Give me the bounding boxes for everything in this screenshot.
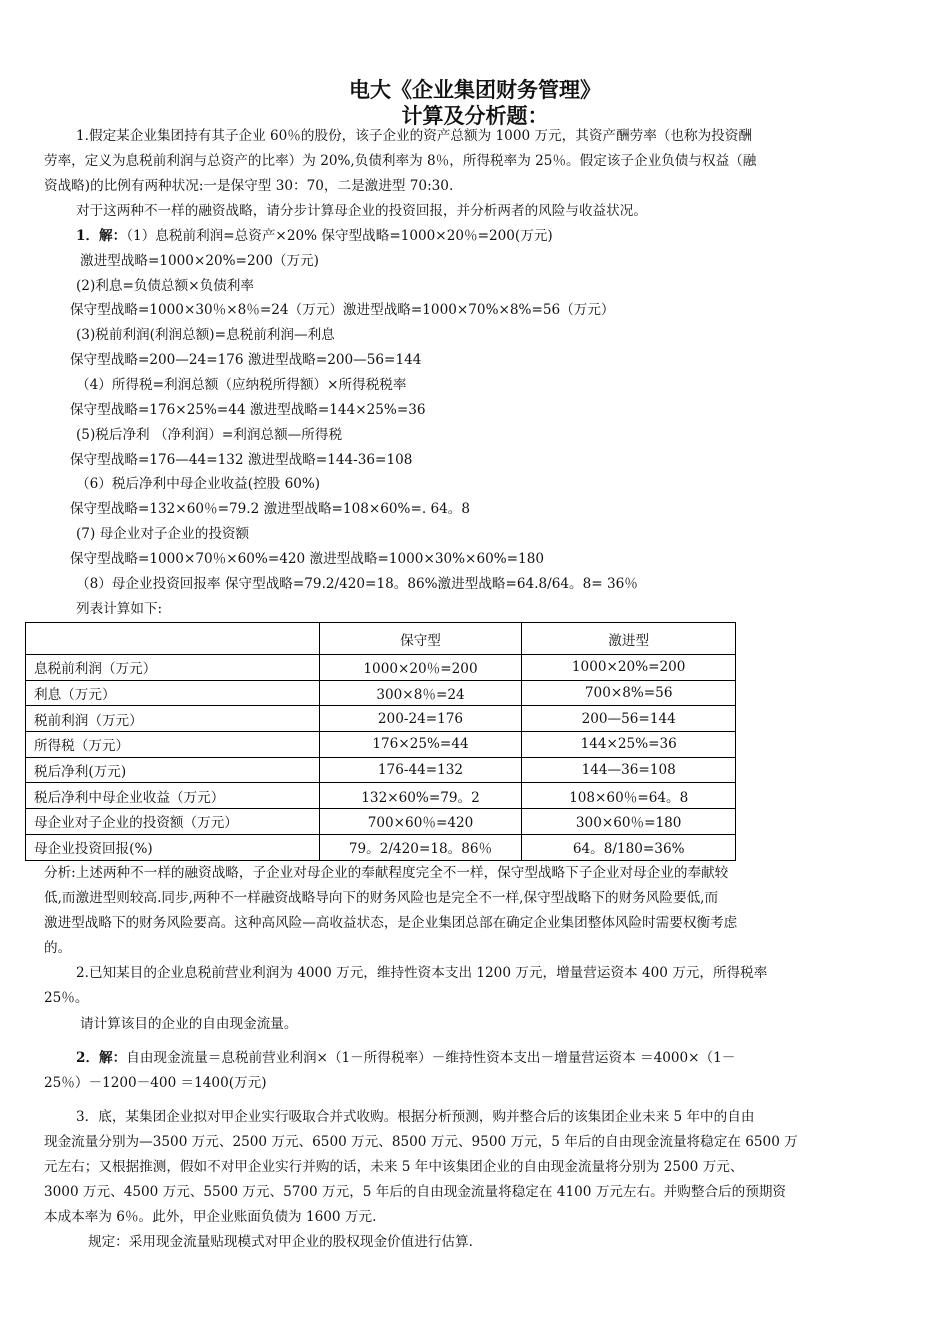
answer-1-step-1b: 激进型战略=1000×20%=200（万元) (80, 253, 319, 269)
table-header-cell: 保守型 (319, 623, 522, 655)
q1-text-line-2: 劳率，定义为息税前利润与总资产的比率）为 20%,负债利率为 8％，所得税率为 25％。假定该子企业负债与权益（融 (44, 153, 757, 169)
table-cell: 144—36=108 (522, 757, 736, 783)
analysis-line-1: 分析:上述两种不一样的融资战略，子企业对母企业的奉献程度完全不一样，保守型战略下子企业对母企业的奉献较 (44, 865, 729, 881)
table-cell: 176×25%=44 (319, 732, 522, 758)
table-cell: 利息（万元） (26, 680, 320, 706)
q2-text-line-3: 请计算该目的企业的自由现金流量。 (80, 1016, 298, 1032)
calculation-table (25, 622, 736, 861)
answer-2-line-1 (76, 1049, 735, 1067)
table-cell: 144×25%=36 (522, 732, 736, 758)
table-row (26, 809, 736, 835)
table-cell: 700×8%=56 (522, 680, 736, 706)
table-cell: 79。2/420=18。86％ (319, 834, 522, 860)
table-row (26, 757, 736, 783)
answer-1-step-1: （1）息税前利润=总资产×20% 保守型战略=1000×20％=200(万元) (126, 228, 553, 244)
table-cell: 200-24=176 (319, 706, 522, 732)
table-header-cell (26, 623, 320, 655)
table-cell: 税后净利中母企业收益（万元） (26, 783, 320, 809)
table-cell: 所得税（万元） (26, 732, 320, 758)
q2-text-line-2: 25％。 (44, 990, 89, 1006)
analysis-line-2: 低,而激进型则较高.同步,两种不一样融资战略导向下的财务风险也是完全不一样,保守型战略下的财务风险要低,而 (44, 890, 719, 906)
analysis-line-4: 的。 (44, 940, 72, 956)
table-cell: 母企业对子企业的投资额（万元） (26, 809, 320, 835)
answer-1-step-5-calc: 保守型战略=176—44=132 激进型战略=144-36=108 (70, 452, 413, 468)
answer-1-step-8: （8）母企业投资回报率 保守型战略=79.2/420=18。86%激进型战略=64.8/64。8= 36％ (76, 576, 638, 592)
table-cell: 1000×20%=200 (522, 655, 736, 681)
table-header-row (26, 623, 736, 655)
answer-1-step-4: （4）所得税=利润总额（应纳税所得额）×所得税税率 (76, 377, 407, 393)
answer-1-step-2-calc: 保守型战略=1000×30％×8％=24（万元）激进型战略=1000×70%×8%=56（万元） (70, 302, 615, 318)
q1-text-line-4: 对于这两种不一样的融资战略，请分步计算母企业的投资回报，并分析两者的风险与收益状况。 (76, 203, 647, 219)
answer-1-step-4-calc: 保守型战略=176×25%=44 激进型战略=144×25%=36 (70, 402, 426, 418)
table-cell: 700×60％=420 (319, 809, 522, 835)
table-row (26, 706, 736, 732)
q3-text-line-4: 3000 万元、4500 万元、5500 万元、5700 万元，5 年后的自由现金流量将稳定在 4100 万元左右。并购整合后的预期资 (44, 1184, 787, 1200)
answer-2-text: 自由现金流量＝息税前营业利润×（1－所得税率）－维持性资本支出－增量营运资本 ＝4000×（1－ (126, 1050, 736, 1066)
answer-2-label: 2．解： (76, 1050, 127, 1066)
answer-1-step-5: (5)税后净利 （净利润）=利润总额—所得税 (76, 427, 343, 443)
table-cell: 税前利润（万元） (26, 706, 320, 732)
answer-1-step-6-calc: 保守型战略=132×60％=79.2 激进型战略=108×60%=. 64。8 (70, 501, 471, 517)
answer-2-line-2: 25％）－1200－400 ＝1400(万元) (44, 1075, 267, 1091)
table-cell: 132×60%=79。2 (319, 783, 522, 809)
answer-1-step-6: （6）税后净利中母企业收益(控股 60%) (76, 476, 321, 492)
table-cell: 1000×20％=200 (319, 655, 522, 681)
answer-1-step-3-calc: 保守型战略=200—24=176 激进型战略=200—56=144 (70, 352, 422, 368)
table-cell: 300×60％=180 (522, 809, 736, 835)
answer-1-line-1 (76, 227, 553, 245)
table-row (26, 655, 736, 681)
table-header-cell: 激进型 (522, 623, 736, 655)
document-title: 电大《企业集团财务管理》 (349, 78, 601, 102)
table-row (26, 732, 736, 758)
table-row (26, 680, 736, 706)
q1-text-line-1: 1.假定某企业集团持有其子企业 60％的股份，该子企业的资产总额为 1000 万元，其资产酬劳率（也称为投资酬 (76, 128, 752, 144)
answer-1-step-3: (3)税前利润(利润总额)=息税前利润—利息 (76, 327, 335, 343)
table-cell: 母企业投资回报(%) (26, 834, 320, 860)
q2-text-line-1: 2.已知某目的企业息税前营业利润为 4000 万元，维持性资本支出 1200 万元，增量营运资本 400 万元，所得税率 (76, 965, 768, 981)
table-cell: 108×60％=64。8 (522, 783, 736, 809)
analysis-line-3: 激进型战略下的财务风险要高。这种高风险—高收益状态，是企业集团总部在确定企业集团整体风险时需要权衡考虑 (44, 915, 738, 931)
q1-text-line-3: 资战略)的比例有两种状况:一是保守型 30：70，二是激进型 70:30. (44, 178, 454, 194)
answer-1-step-7-calc: 保守型战略=1000×70％×60%=420 激进型战略=1000×30%×60%=180 (70, 551, 544, 567)
table-cell: 200—56=144 (522, 706, 736, 732)
table-cell: 64。8/180=36% (522, 834, 736, 860)
table-cell: 176-44=132 (319, 757, 522, 783)
table-row (26, 783, 736, 809)
table-cell: 300×8％=24 (319, 680, 522, 706)
q3-text-line-1: 3．底，某集团企业拟对甲企业实行吸取合并式收购。根据分析预测，购并整合后的该集团企业未来 5 年中的自由 (76, 1109, 755, 1125)
answer-1-step-7: (7) 母企业对子企业的投资额 (76, 526, 250, 542)
table-cell: 息税前利润（万元） (26, 655, 320, 681)
answer-1-step-2: (2)利息=负债总额×负债利率 (76, 278, 254, 294)
table-intro: 列表计算如下: (76, 601, 163, 617)
section-title: 计算及分析题： (401, 104, 549, 128)
q3-text-line-5: 本成本率为 6％。此外，甲企业账面负债为 1600 万元. (44, 1209, 377, 1225)
q3-text-line-2: 现金流量分别为—3500 万元、2500 万元、6500 万元、8500 万元、9500 万元，5 年后的自由现金流量将稳定在 6500 万 (44, 1134, 798, 1150)
table-row (26, 834, 736, 860)
q3-requirement: 规定：采用现金流量贴现模式对甲企业的股权现金价值进行估算. (88, 1234, 473, 1250)
q3-text-line-3: 元左右；又根据推测，假如不对甲企业实行并购的话，未来 5 年中该集团企业的自由现金流量将分别为 2500 万元、 (44, 1159, 744, 1175)
answer-1-label: 1．解： (76, 228, 127, 244)
table-cell: 税后净利(万元) (26, 757, 320, 783)
